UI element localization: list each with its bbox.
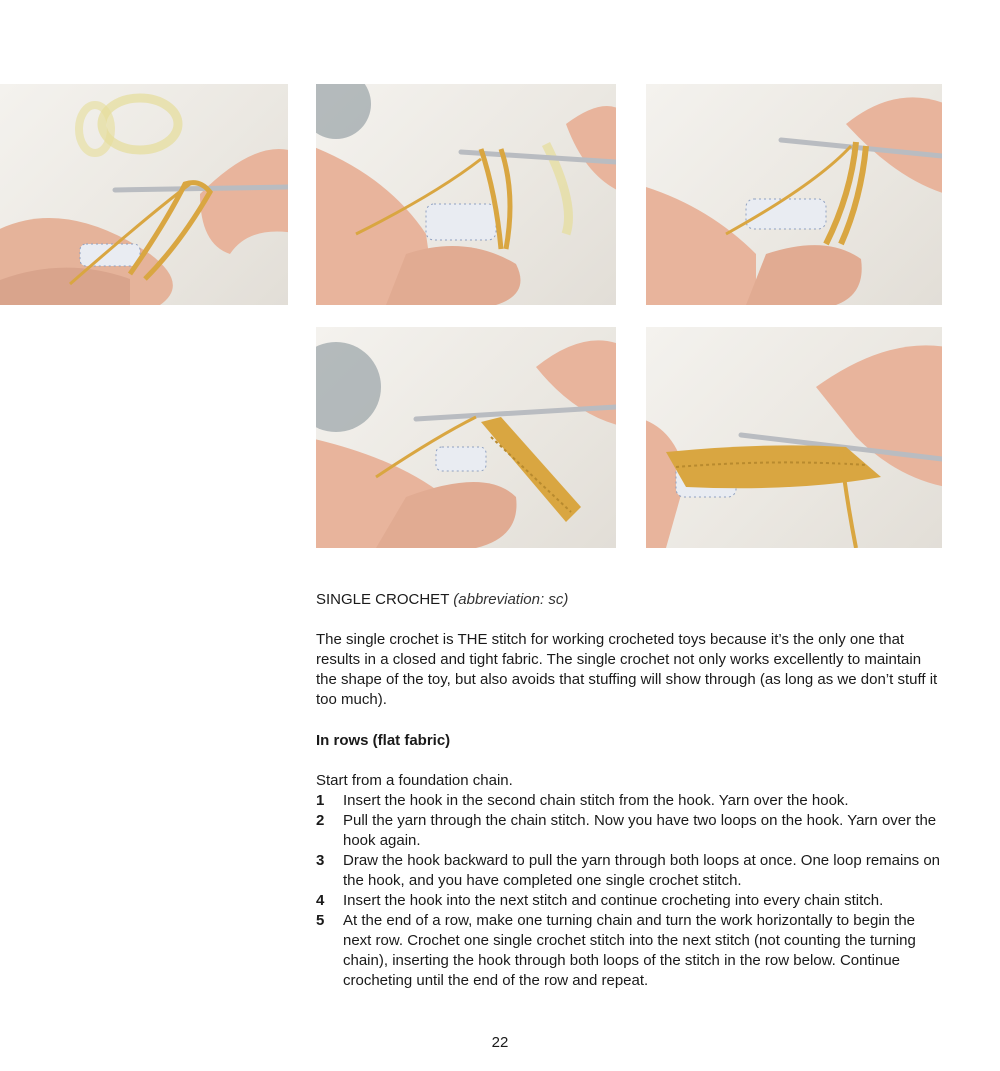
section-heading	[316, 590, 942, 610]
step-photo-4	[316, 327, 616, 548]
step-text: Insert the hook in the second chain stitch from the hook. Yarn over the hook.	[343, 792, 849, 809]
step-text: Pull the yarn through the chain stitch. Now you have two loops on the hook. Yarn over the hook again.	[343, 812, 937, 849]
step-photo-5	[646, 327, 942, 548]
start-line: Start from a foundation chain.	[316, 772, 513, 789]
step-item	[316, 911, 942, 991]
intro-paragraph: The single crochet is THE stitch for working crocheted toys because it’s the only one that results in a closed and tight fabric. The single crochet not only works excellently to maintain the shape of the toy, but also avoids that stuffing will show through (as long as we don’t stuff it too much).	[316, 631, 938, 708]
step-text: Draw the hook backward to pull the yarn through both loops at once. One loop remains on the hook, and you have completed one single crochet stitch.	[343, 852, 941, 889]
step-photo-3	[646, 84, 942, 305]
step-number: 2	[316, 812, 325, 829]
step-item	[316, 791, 942, 811]
step-number: 3	[316, 852, 325, 869]
heading-title: SINGLE CROCHET	[316, 591, 450, 608]
step-text: Insert the hook into the next stitch and continue crocheting into every chain stitch.	[343, 892, 884, 909]
subheading: In rows (flat fabric)	[316, 732, 451, 749]
heading-abbreviation: (abbreviation: sc)	[453, 591, 569, 608]
step-item	[316, 891, 942, 911]
step-number: 1	[316, 792, 325, 809]
steps-list	[316, 791, 942, 991]
step-photo-2	[316, 84, 616, 305]
step-number: 5	[316, 912, 325, 929]
step-number: 4	[316, 892, 325, 909]
step-text: At the end of a row, make one turning chain and turn the work horizontally to begin the next row. Crochet one single crochet stitch into the next stitch (not counting the turning chain), inserting the hook through both loops of the stitch in the row below. Continue crocheting until the end of the row and repeat.	[343, 912, 916, 989]
page-number: 22	[491, 1034, 509, 1051]
step-item	[316, 851, 942, 891]
step-photo-1	[0, 84, 288, 305]
step-item	[316, 811, 942, 851]
